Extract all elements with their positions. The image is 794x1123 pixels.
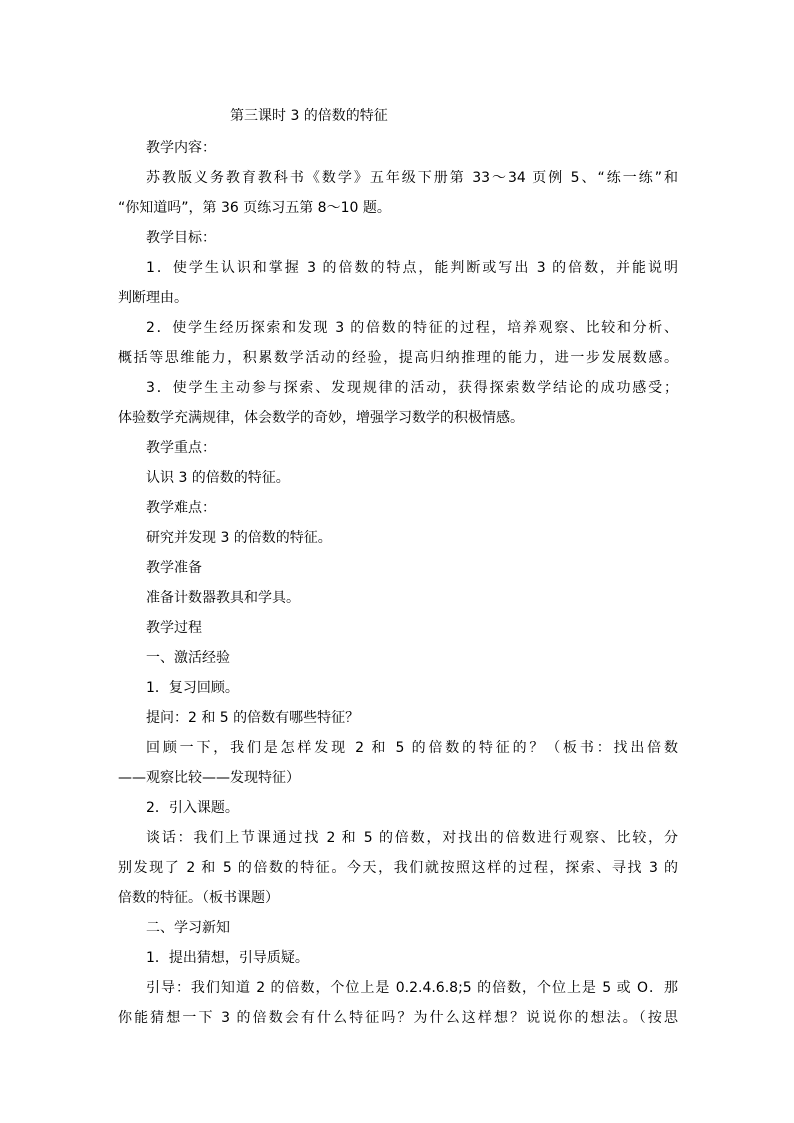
heading-difficulties: 教学难点：	[146, 500, 216, 516]
paragraph-line: 回顾一下，我们是怎样发现 2 和 5 的倍数的特征的？（板书：找出倍数	[146, 740, 678, 756]
lesson-title: 第三课时 3 的倍数的特征	[230, 108, 388, 124]
paragraph-line: 2．使学生经历探索和发现 3 的倍数的特征的过程，培养观察、比较和分析、	[146, 320, 678, 336]
paragraph-line: 判断理由。	[118, 290, 188, 306]
paragraph-line: 谈话：我们上节课通过找 2 和 5 的倍数，对找出的倍数进行观察、比较，分	[146, 830, 678, 846]
paragraph-line: 苏教版义务教育教科书《数学》五年级下册第 33～34 页例 5、“练一练”和	[146, 170, 678, 186]
heading-teaching-goals: 教学目标：	[146, 230, 216, 246]
heading-key-points: 教学重点：	[146, 440, 216, 456]
section-heading: 二、学习新知	[146, 920, 230, 936]
paragraph-line: ——观察比较——发现特征）	[118, 770, 300, 786]
paragraph-line: 体验数学充满规律，体会数学的奇妙，增强学习数学的积极情感。	[118, 410, 524, 426]
paragraph-line: 研究并发现 3 的倍数的特征。	[146, 530, 332, 546]
paragraph-line: 别发现了 2 和 5 的倍数的特征。今天，我们就按照这样的过程，探索、寻找 3 的	[118, 860, 678, 876]
paragraph-line: 认识 3 的倍数的特征。	[146, 470, 290, 486]
paragraph-line: 1．复习回顾。	[146, 680, 239, 696]
document-body	[118, 101, 678, 1033]
heading-teaching-content: 教学内容：	[146, 140, 216, 156]
paragraph-line: 引导：我们知道 2 的倍数，个位上是 0.2.4.6.8;5 的倍数，个位上是 5 或 O．那	[146, 980, 678, 996]
paragraph-line: 提问：2 和 5 的倍数有哪些特征？	[146, 710, 360, 726]
paragraph-line: 2．引入课题。	[146, 800, 239, 816]
paragraph-line: 倍数的特征。（板书课题）	[118, 890, 279, 906]
paragraph-line: 概括等思维能力，积累数学活动的经验，提高归纳推理的能力，进一步发展数感。	[118, 350, 678, 366]
paragraph-line: 1．提出猜想，引导质疑。	[146, 950, 309, 966]
section-heading: 一、激活经验	[146, 650, 230, 666]
paragraph-line: 1．使学生认识和掌握 3 的倍数的特点，能判断或写出 3 的倍数，并能说明	[146, 260, 678, 276]
heading-preparation: 教学准备	[146, 560, 202, 576]
paragraph-line: “你知道吗”，第 36 页练习五第 8～10 题。	[118, 200, 391, 216]
paragraph-line: 3．使学生主动参与探索、发现规律的活动，获得探索数学结论的成功感受；	[146, 380, 678, 396]
paragraph-line: 你能猜想一下 3 的倍数会有什么特征吗？为什么这样想？说说你的想法。（按思	[118, 1010, 678, 1026]
paragraph-line: 准备计数器教具和学具。	[146, 590, 300, 606]
heading-process: 教学过程	[146, 620, 202, 636]
